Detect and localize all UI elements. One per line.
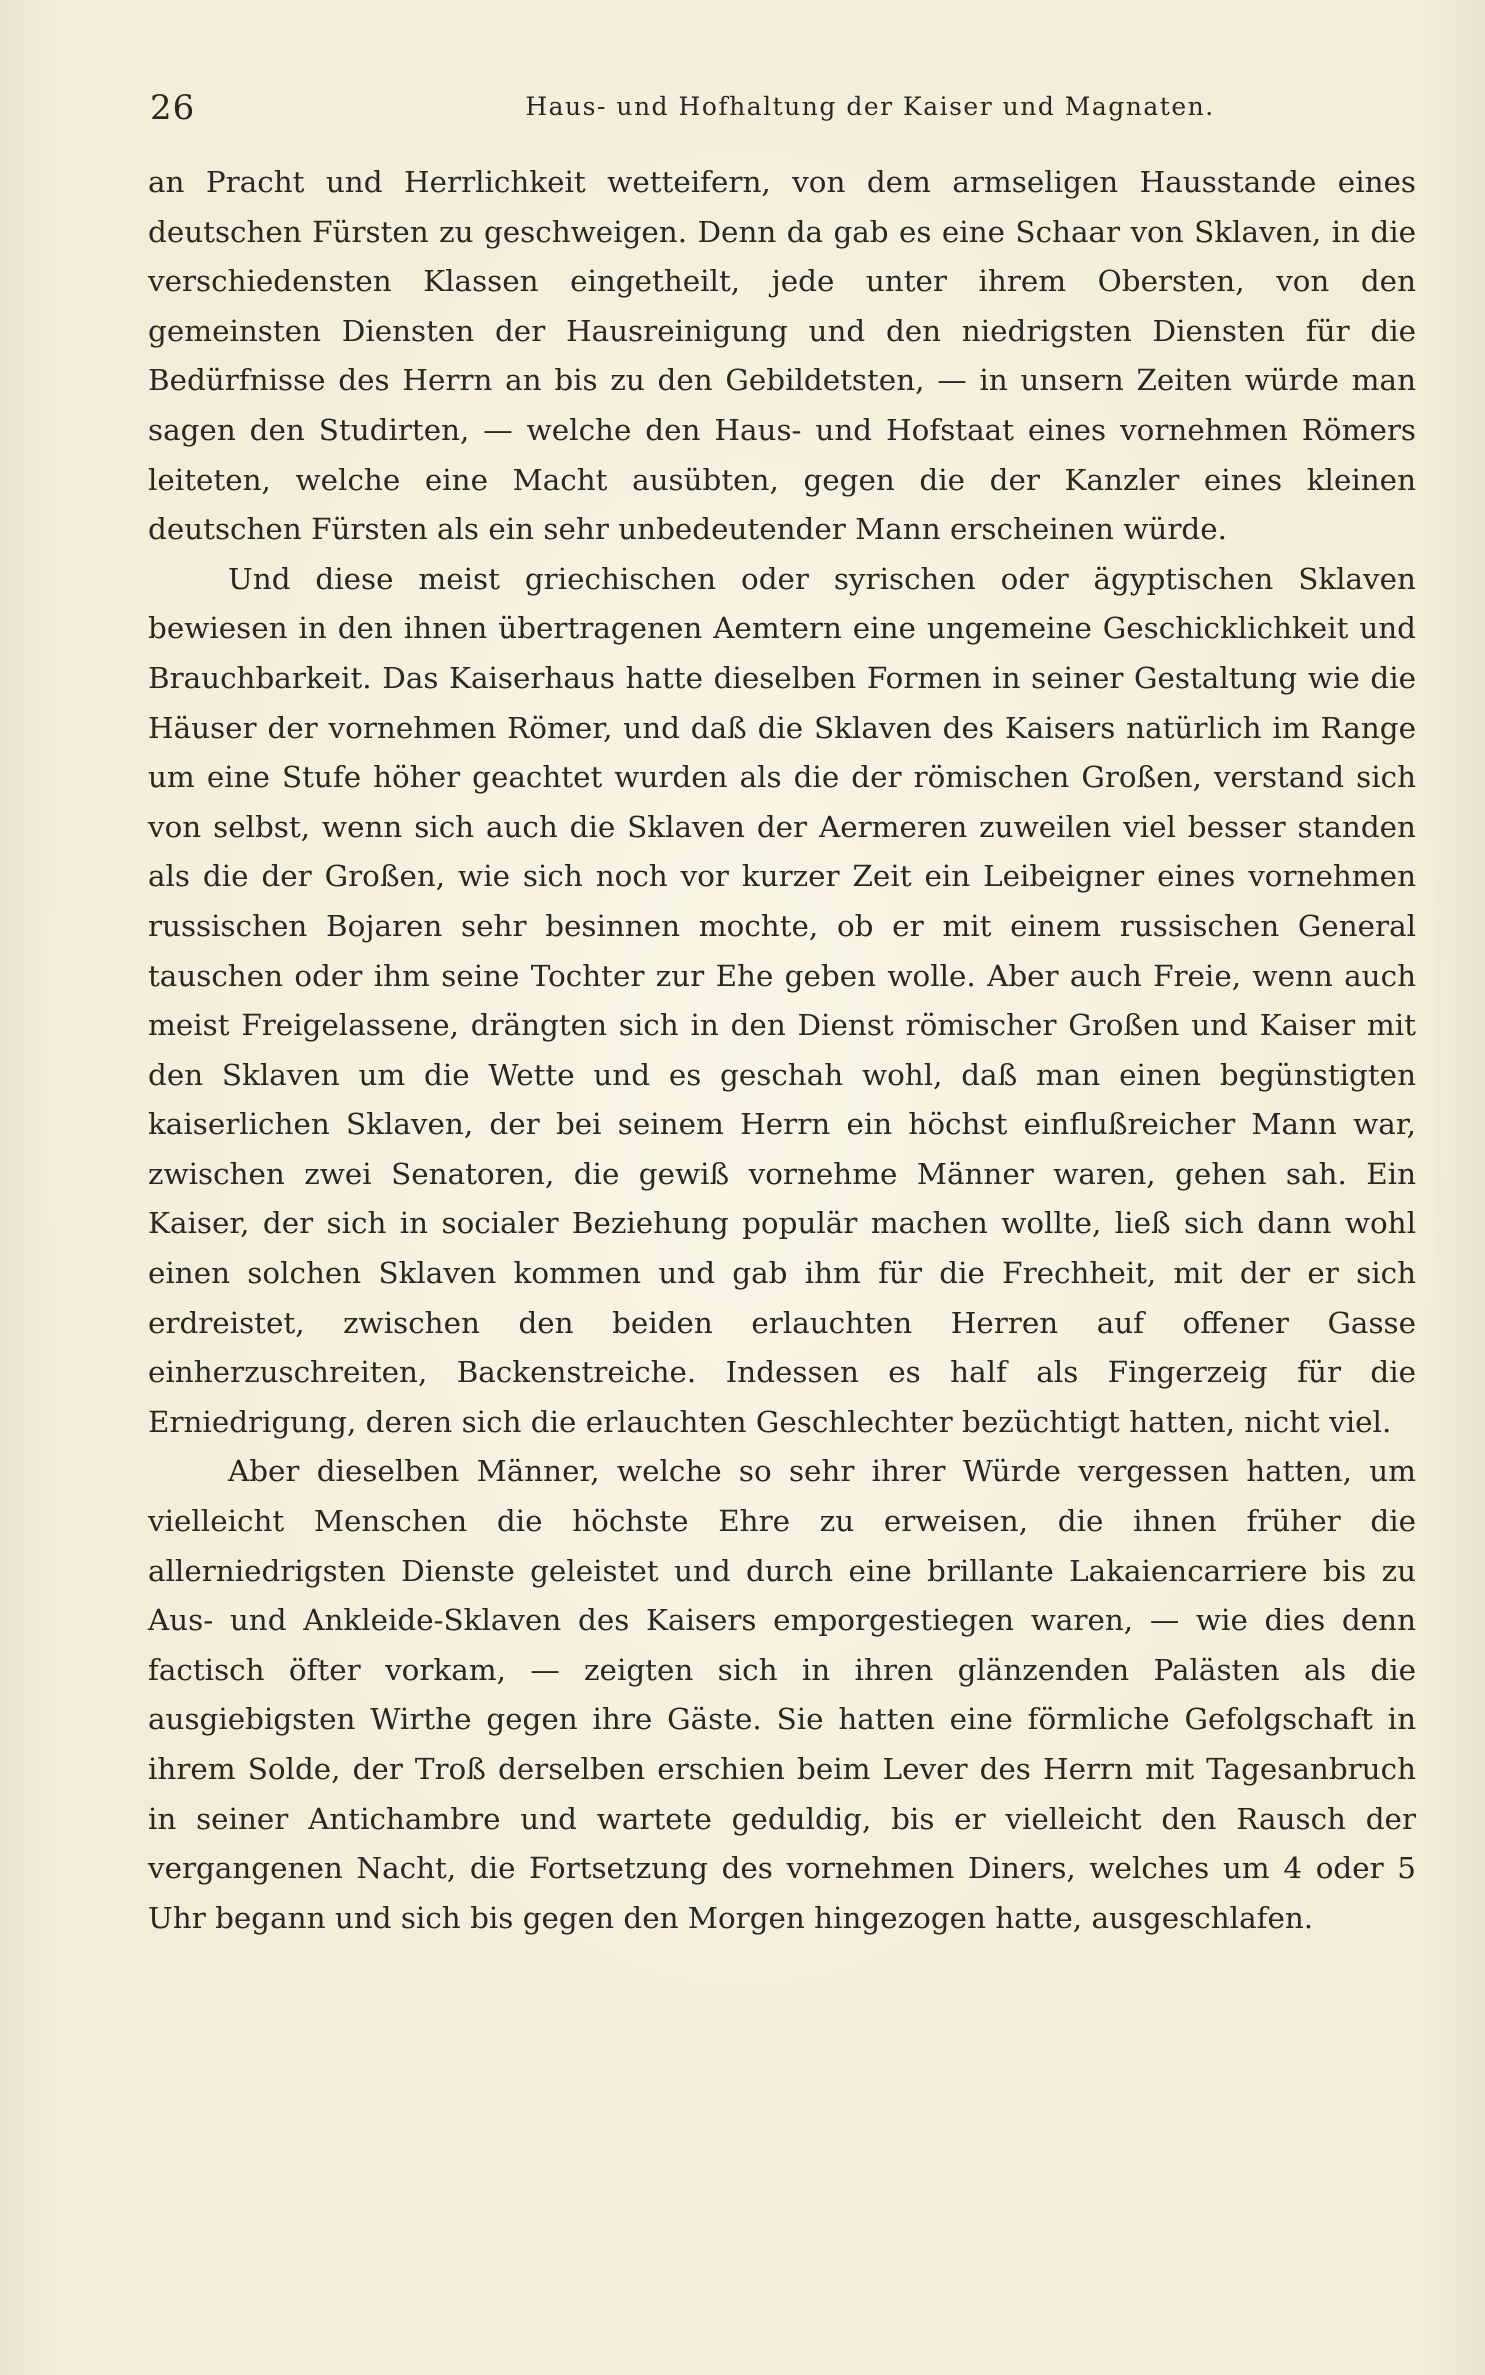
running-head: Haus- und Hofhaltung der Kaiser und Magnaten. [525,92,1215,121]
paragraph-2: Und diese meist griechischen oder syrischen oder ägyptischen Sklaven bewiesen in den ihnen übertragenen Aemtern eine ungemeine Geschicklichkeit und Brauchbarkeit. Das Kaiserhaus hatte dieselben Formen in seiner Gestaltung wie die Häuser der vornehmen Römer, und daß die Sklaven des Kaisers natürlich im Range um eine Stufe höher geachtet wurden als die der römischen Großen, verstand sich von selbst, wenn sich auch die Sklaven der Aermeren zuweilen viel besser standen als die der Großen, wie sich noch vor kurzer Zeit ein Leibeigner eines vornehmen russischen Bojaren sehr besinnen mochte, ob er mit einem russischen General tauschen oder ihm seine Tochter zur Ehe geben wolle. Aber auch Freie, wenn auch meist Freigelassene, drängten sich in den Dienst römischer Großen und Kaiser mit den Sklaven um die Wette und es geschah wohl, daß man einen begünstigten kaiserlichen Sklaven, der bei seinem Herrn ein höchst einflußreicher Mann war, zwischen zwei Senatoren, die gewiß vornehme Männer waren, gehen sah. Ein Kaiser, der sich in socialer Beziehung populär machen wollte, ließ sich dann wohl einen solchen Sklaven kommen und gab ihm für die Frechheit, mit der er sich erdreistet, zwischen den beiden erlauchten Herren auf offener Gasse einherzuschreiten, Backenstreiche. Indessen es half als Fingerzeig für die Erniedrigung, deren sich die erlauchten Geschlechter bezüchtigt hatten, nicht viel. [148,561,1416,1439]
page-header [150,82,1420,132]
paragraph-1: an Pracht und Herrlichkeit wetteifern, von dem armseligen Hausstande eines deutschen Fürsten zu geschweigen. Denn da gab es eine Schaar von Sklaven, in die verschiedensten Klassen eingetheilt, jede unter ihrem Obersten, von den gemeinsten Diensten der Hausreinigung und den niedrigsten Diensten für die Bedürfnisse des Herrn an bis zu den Gebildetsten, — in unsern Zeiten würde man sagen den Studirten, — welche den Haus- und Hofstaat eines vornehmen Römers leiteten, welche eine Macht ausübten, gegen die der Kanzler eines kleinen deutschen Fürsten als ein sehr unbedeutender Mann erscheinen würde. [148,165,1416,547]
body-text [148,158,1416,1943]
page-number: 26 [150,88,196,128]
paragraph-3: Aber dieselben Männer, welche so sehr ihrer Würde vergessen hatten, um vielleicht Menschen die höchste Ehre zu erweisen, die ihnen früher die allerniedrigsten Dienste geleistet und durch eine brillante Lakaiencarriere bis zu Aus- und Ankleide-Sklaven des Kaisers emporgestiegen waren, — wie dies denn factisch öfter vorkam, — zeigten sich in ihren glänzenden Palästen als die ausgiebigsten Wirthe gegen ihre Gäste. Sie hatten eine förmliche Gefolgschaft in ihrem Solde, der Troß derselben erschien beim Lever des Herrn mit Tagesanbruch in seiner Antichambre und wartete geduldig, bis er vielleicht den Rausch der vergangenen Nacht, die Fortsetzung des vornehmen Diners, welches um 4 oder 5 Uhr begann und sich bis gegen den Morgen hingezogen hatte, ausgeschlafen. [148,1454,1416,1935]
